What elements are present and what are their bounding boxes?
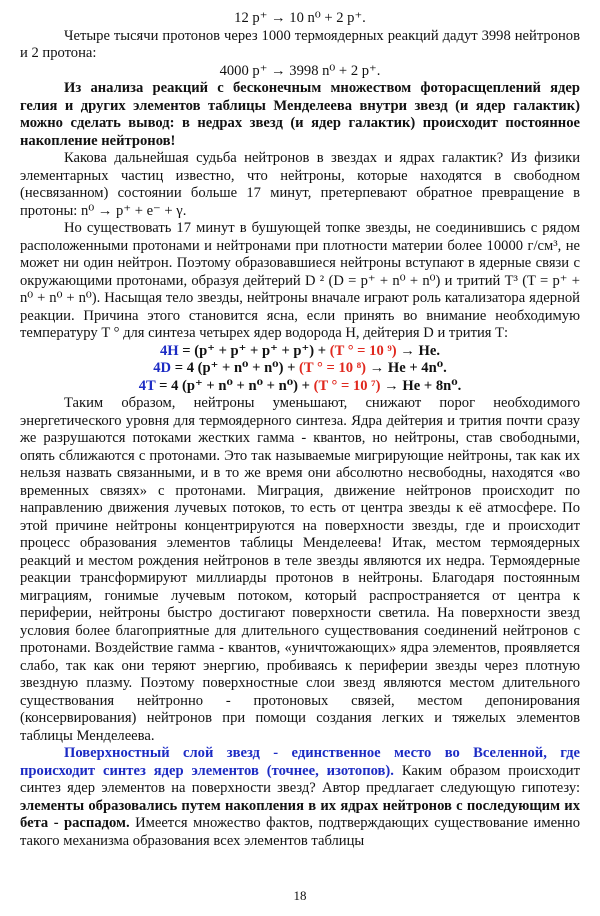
page-number: 18 [293, 888, 307, 903]
tritium-formula: (T = p⁺ + n⁰ + n⁰ + n⁰) [20, 272, 580, 306]
hypothesis-bold: элементы образовались путем накопления в их ядрах нейтронов с последующим их бета - распадом. [20, 797, 580, 831]
paragraph-surface-layer [20, 745, 580, 850]
reaction-tritium [20, 378, 580, 396]
reaction-deuterium-lead: 4D [153, 360, 172, 376]
paragraph-deuterium-tritium [20, 220, 580, 343]
reaction-tritium-result: → He + 8n⁰. [380, 377, 462, 394]
reaction-hydrogen-result: → He. [396, 342, 440, 359]
synthesis-text: для синтеза четырех ядер водорода Н, дейтерия D и трития Т: [119, 325, 509, 341]
paragraph-conclusion: Из анализа реакций с бесконечным множеством фоторасщеплений ядер гелия и других элементов таблицы Менделеева внутри звезд (и ядер галактик) можно сделать вывод: в недрах звезд (и ядер галактик) происходит постоянное накопление нейтронов! [20, 80, 580, 149]
surface-layer-text: Каким образом происходит синтез ядер элементов на поверхности звезд? Автор предлагает следующую гипотезу: [20, 762, 580, 796]
deuterium-formula: (D = p⁺ + n⁰ + n⁰) [328, 272, 441, 289]
tritium-text: и тритий Т³ [440, 272, 523, 289]
paragraph-four-thousand: Четыре тысячи протонов через 1000 термоядерных реакций дадут 3998 нейтронов и 2 протона: [20, 27, 580, 61]
reaction-hydrogen [20, 343, 580, 361]
document-page [20, 10, 580, 850]
temperature-symbol: T ° [101, 325, 120, 341]
deuterium-symbol: D ² [305, 272, 325, 289]
reaction-hydrogen-mid: = (p⁺ + p⁺ + p⁺ + p⁺) + [178, 342, 330, 359]
neutron-decay-formula: n⁰ → p⁺ + e⁻ + γ. [81, 202, 187, 219]
reaction-deuterium-temp: (T ° = 10 ⁸) [299, 360, 366, 376]
surface-layer-highlight: Поверхностный слой звезд - единственное место во Вселенной, где происходит синтез ядер элементов (точнее, изотопов). [20, 745, 580, 779]
paragraph-neutron-fate [20, 150, 580, 220]
facts-text: Имеется множество фактов, подтверждающих существование именно такого механизма образования всех элементов таблицы [20, 815, 580, 849]
deuterium-text: Но существовать 17 минут в бушующей топке звезды, не соединившись с рядом расположенными протонами и нейтронами при плотности материи более 10000 г/см³, не может ни один нейтрон. Поэтому образовавшиеся нейтроны вступают в ядерные связи с окружающими протонами, образуя дейтерий [20, 220, 580, 289]
reaction-tritium-lead: 4T [138, 377, 156, 394]
equation-4000-protons: 4000 p⁺ → 3998 n⁰ + 2 p⁺. [219, 62, 381, 79]
neutron-fate-text: Какова дальнейшая судьба нейтронов в звездах и ядрах галактик? Из физики элементарных частиц известно, что нейтроны, которые находятся в свободном (несвязанном) состоянии больше 17 минут, претерпевают обратное превращение в протоны: [20, 150, 580, 219]
reaction-tritium-temp: (T ° = 10 ⁷) [313, 377, 381, 394]
reaction-deuterium-result: → He + 4n⁰. [365, 360, 447, 376]
reaction-deuterium [20, 360, 580, 378]
reaction-hydrogen-lead: 4H [160, 342, 179, 359]
paragraph-migration: Таким образом, нейтроны уменьшают, снижают порог необходимого энергетического уровня для термоядерного синтеза. Ядра дейтерия и трития почти сразу же разрушаются потоками жестких гамма - квантов, но нейтроны, став свободными, опять сближаются с протонами. Это так называемые мигрирующие нейтроны, так как их нельзя назвать связанными, и в то же время они абсолютно несвободны, находятся «во временных связях» с протонами. Миграция, движение нейтронов происходит по направлению движения лучевых потоков, то есть от центра звезды к её атмосфере. По этой причине нейтроны концентрируются на поверхности звезды, где и происходит процесс образования элементов таблицы Менделеева! Итак, местом термоядерных реакций и местом рождения нейтронов в теле звезды являются их недра. Термоядерные реакции трансформируют миллиарды протонов в нейтроны. Благодаря постоянным миграциям, гонимые лучевым потоком, который распространяется от центра к периферии, нейтроны быстро достигают поверхности светила. На поверхности звезд условия более благоприятные для длительного существования соединений нейтронов с протонами. Воздействие гамма - квантов, «уничтожающих» ядра элементов, проявляется слабо, так как они теряют энергию, пробиваясь к периферии звезды через плотную звездную плазму. Поэтому поверхностные слои звезд являются местом длительного существования нейтронно - протоновых связей, местом депонирования (консервирования) нейтронов при помощи создания легких и тяжелых элементов таблицы Менделеева. [20, 395, 580, 744]
reaction-hydrogen-temp: (T ° = 10 ⁹) [329, 342, 397, 359]
reaction-deuterium-mid: = 4 (p⁺ + n⁰ + n⁰) + [171, 360, 300, 376]
catalyst-text: . Насыщая тело звезды, нейтроны вначале играют роль катализатора ядерной реакции. Причина этого становится ясна, если принять во внимание необходимую температуру [20, 290, 580, 341]
reaction-tritium-mid: = 4 (p⁺ + n⁰ + n⁰ + n⁰) + [155, 377, 314, 394]
equation-12-protons: 12 p⁺ → 10 n⁰ + 2 p⁺. [234, 10, 366, 26]
